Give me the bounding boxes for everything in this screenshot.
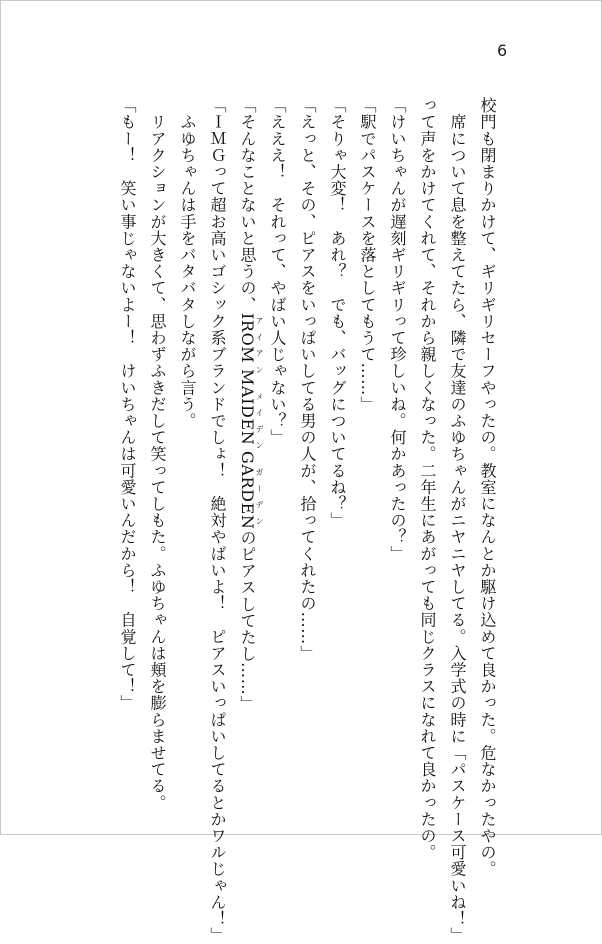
- brand-text: IROM MAIDEN GARDEN: [238, 312, 257, 530]
- brand-name: [238, 312, 264, 530]
- text-line: 席について息を整えてたら、隣で友達のふゆちゃんがニヤニヤしてる。入学式の時に「パスケース可愛いね！」: [448, 97, 467, 944]
- text-line: 「駅でパスケースを落としてもうて……」: [358, 97, 377, 413]
- text-line: 校門も閉まりかけて、ギリギリセーフやったの。教室になんとか駆け込めて良かった。危なかったやの。: [478, 97, 497, 878]
- text-line: ふゆちゃんは手をバタバタしながら言う。: [178, 97, 197, 429]
- text-line: 「ＩＭＧって超お高いゴシック系ブランドでしょ！ 絶対やばいよ！ ピアスいっぱいしてるとかワルじゃん！」: [208, 97, 227, 944]
- text-line: 「えええ！ それって、やばい人じゃない？」: [268, 97, 287, 446]
- brand-ruby: アイアン メイデン ガーデン: [255, 312, 264, 530]
- text-line: 「えっと、その、ピアスをいっぱいしてる男の人が、拾ってくれたの……」: [298, 97, 317, 662]
- text-line: 「もー！ 笑い事じゃないよー！ けいちゃんは可愛いんだから！ 自覚して！」: [118, 97, 137, 712]
- text-line-with-ruby: [239, 97, 264, 712]
- page-number: 6: [497, 41, 508, 60]
- text-line: 「そりゃ大変！ あれ？ でも、バッグについてるね？」: [328, 97, 347, 529]
- text-line-part: 「そんなことないと思うの、: [238, 97, 257, 313]
- text-line: リアクションが大きくて、思わずふきだして笑ってしもた。ふゆちゃんは頬を膨らませてる。: [148, 97, 167, 811]
- text-line-part: のピアスしてたし……」: [238, 529, 257, 712]
- text-line: 「けいちゃんが遅刻ギリギリって珍しいね。何かあったの？」: [388, 97, 407, 562]
- text-line: って声をかけてくれて、それから親しくなった。二年生にあがっても同じクラスになれて良かったの。: [418, 97, 437, 861]
